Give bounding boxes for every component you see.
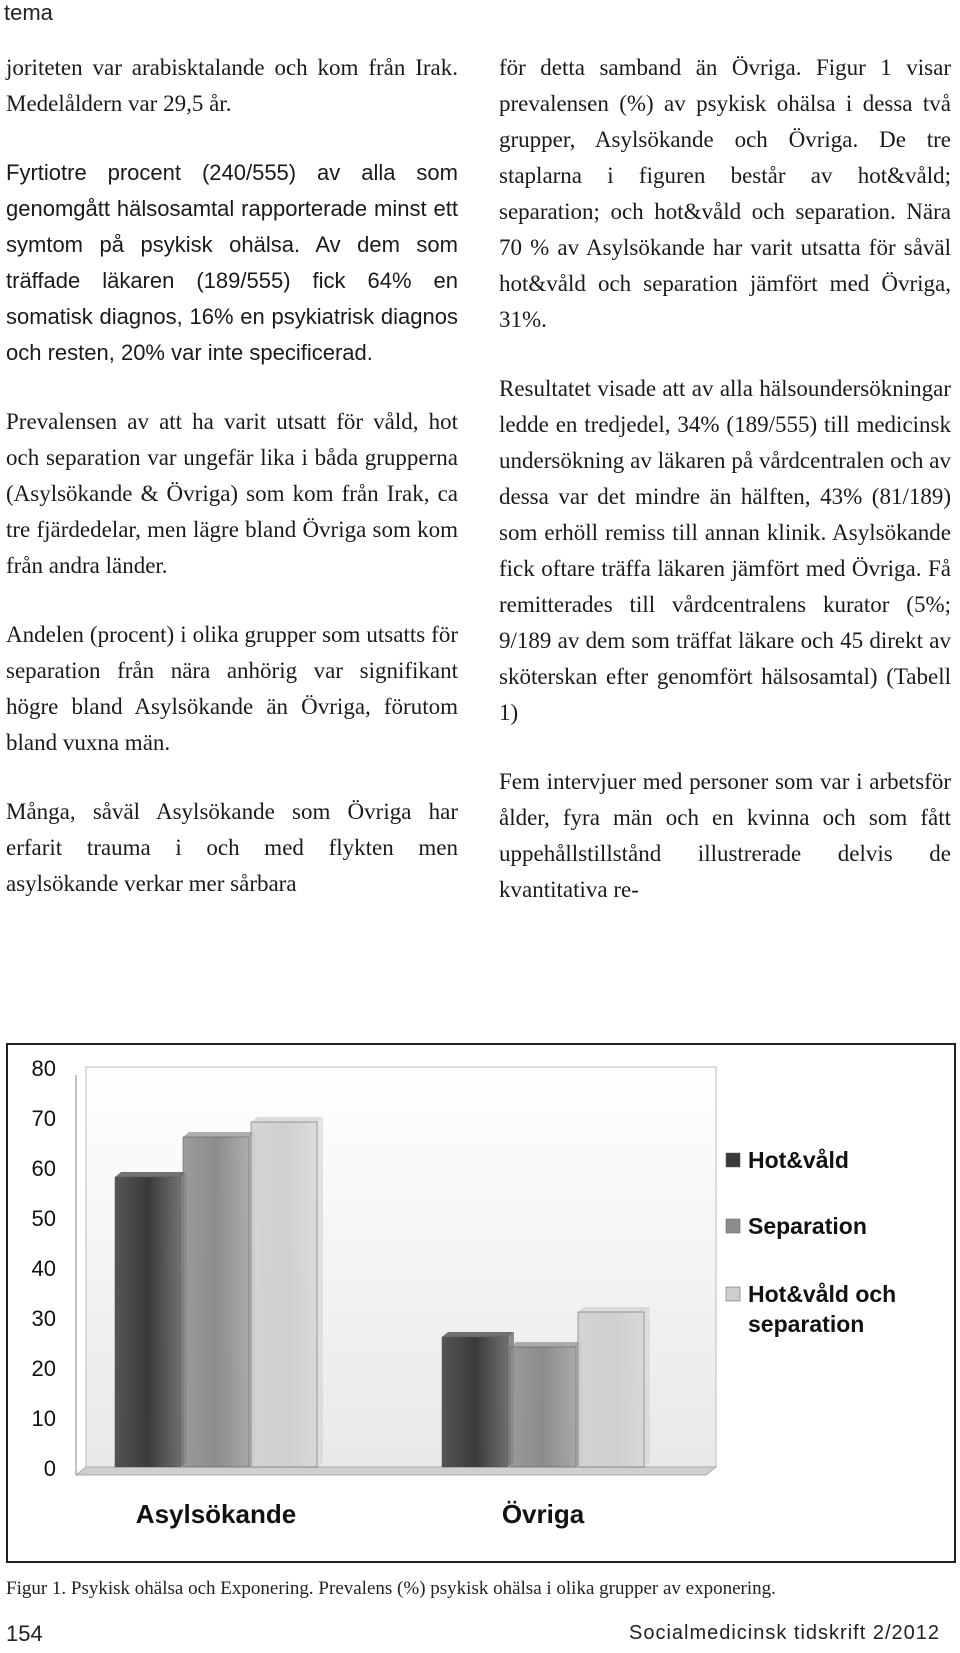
y-tick-label: 50 <box>31 1206 56 1231</box>
x-category-label: Övriga <box>501 1499 585 1529</box>
paragraph: för detta samband än Övriga. Figur 1 visar prevalensen (%) av psykisk ohälsa i dessa två grupper, Asylsökande och Övriga. De tre staplarna i figuren består av hot&våld; separation; och hot&våld och separation. Nära 70 % av Asylsökande har varit utsatta för såväl hot&våld och separation jämfört med Övriga, 31%. <box>499 55 951 332</box>
paragraph: joriteten var arabisktalande och kom från Irak. Medelåldern var 29,5 år. <box>6 55 458 116</box>
bar-top <box>442 1332 514 1337</box>
y-tick-label: 30 <box>31 1306 56 1331</box>
legend-swatch <box>726 1153 740 1167</box>
bar-1-0 <box>442 1337 508 1467</box>
bar-0-2 <box>251 1122 317 1467</box>
legend-label: Separation <box>748 1213 867 1239</box>
x-category-label: Asylsökande <box>135 1499 297 1529</box>
bar-top <box>510 1342 582 1347</box>
bar-0-0 <box>115 1177 181 1467</box>
bar-top <box>115 1172 187 1177</box>
paragraph: Andelen (procent) i olika grupper som utsatts för separation från nära anhörig var signifikant högre bland Asylsökande än Övriga, förutom bland vuxna män. <box>6 622 458 755</box>
bar-top <box>183 1132 255 1137</box>
y-tick-label: 40 <box>31 1256 56 1281</box>
right-column <box>499 50 951 941</box>
paragraph: Prevalensen av att ha varit utsatt för våld, hot och separation var ungefär lika i båda grupperna (Asylsökande & Övriga) som kom från Irak, ca tre fjärdedelar, men lägre bland Övriga som kom från andra länder. <box>6 409 458 578</box>
y-tick-label: 10 <box>31 1406 56 1431</box>
bar-0-1 <box>183 1137 249 1467</box>
paragraph: Många, såväl Asylsökande som Övriga har erfarit trauma i och med flykten men asylsökande verkar mer sårbara <box>6 799 458 896</box>
bar-chart <box>8 1045 954 1561</box>
bar-top <box>578 1307 650 1312</box>
legend-swatch <box>726 1287 740 1301</box>
y-tick-label: 20 <box>31 1356 56 1381</box>
paragraph: Fem intervjuer med personer som var i arbetsför ålder, fyra män och en kvinna och som fått uppehållstillstånd illustrerade delvis de kvantitativa re- <box>499 769 951 902</box>
page-number: 154 <box>6 1621 43 1646</box>
y-tick-label: 70 <box>31 1106 56 1131</box>
legend-label: separation <box>748 1311 865 1337</box>
y-tick-label: 60 <box>31 1156 56 1181</box>
legend-label: Hot&våld <box>748 1147 849 1173</box>
section-header: tema <box>4 0 53 25</box>
y-tick-label: 80 <box>31 1056 56 1081</box>
journal-name: Socialmedicinsk tidskrift 2/2012 <box>628 1622 940 1644</box>
bar-1-1 <box>510 1347 576 1467</box>
bar-1-2 <box>578 1312 644 1467</box>
legend-label: Hot&våld och <box>748 1281 897 1307</box>
figure-caption: Figur 1. Psykisk ohälsa och Exponering. Prevalens (%) psykisk ohälsa i olika grupper av exponering. <box>6 1578 776 1599</box>
paragraph: Resultatet visade att av alla hälsoundersökningar ledde en tredjedel, 34% (189/555) till medicinsk undersökning av läkaren på vårdcentralen och av dessa var det mindre än hälften, 43% (81/189) som erhöll remiss till annan klinik. Asylsökande fick oftare träffa läkaren jämfört med Övriga. Få remitterades till vårdcentralens kurator (5%; 9/189 av dem som träffat läkare och 45 direkt av sköterskan efter genomfört hälsosamtal) (Tabell 1) <box>499 376 951 725</box>
legend-swatch <box>726 1219 740 1233</box>
bar-side <box>317 1117 323 1467</box>
bar-top <box>251 1117 323 1122</box>
left-column <box>6 50 458 935</box>
y-tick-label: 0 <box>43 1456 56 1481</box>
plot-floor <box>76 1467 716 1475</box>
paragraph: Fyrtiotre procent (240/555) av alla som genomgått hälsosamtal rapporterade minst ett symtom på psykisk ohälsa. Av dem som träffade läkaren (189/555) fick 64% en somatisk diagnos, 16% en psykiatrisk diagnos och resten, 20% var inte specificerad. <box>6 160 458 365</box>
bar-side <box>644 1307 650 1467</box>
figure-1-chart <box>6 1043 956 1563</box>
